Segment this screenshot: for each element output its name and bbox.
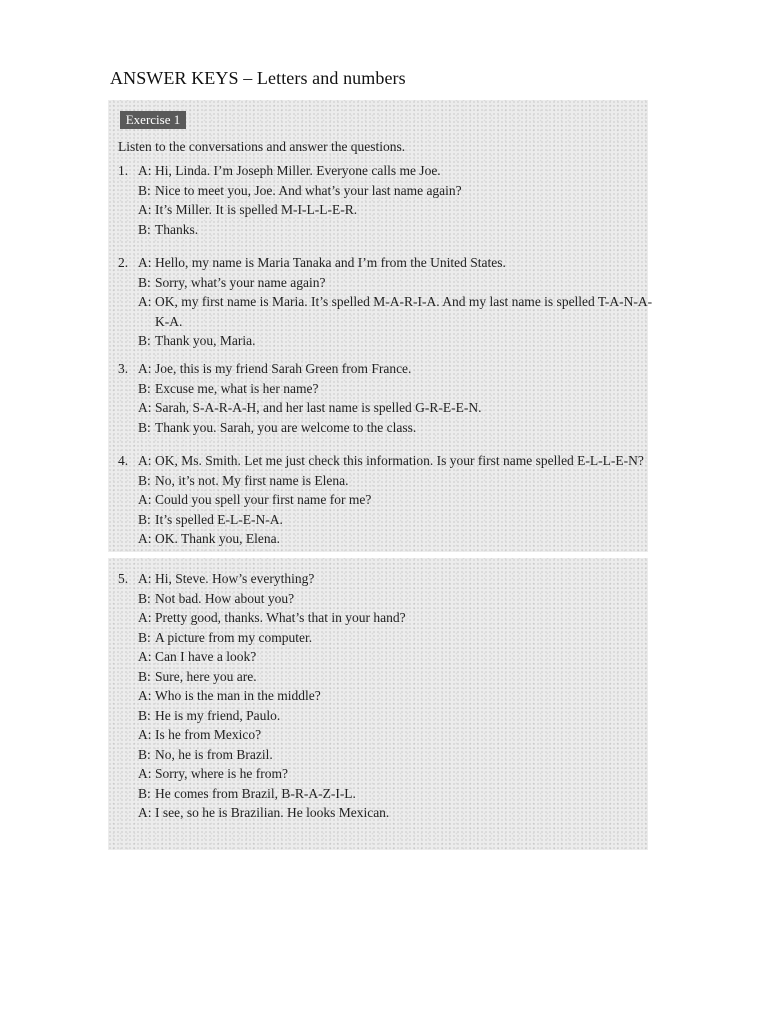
dialog-line-text: Who is the man in the middle? bbox=[155, 688, 321, 703]
dialog-line-text: Can I have a look? bbox=[155, 649, 257, 664]
dialog-4 bbox=[118, 451, 648, 549]
dialog-line-text: It’s Miller. It is spelled M-I-L-L-E-R. bbox=[155, 202, 358, 217]
dialog-line bbox=[118, 451, 648, 471]
dialog-line-text: He comes from Brazil, B-R-A-Z-I-L. bbox=[155, 785, 356, 801]
speaker-label: B: bbox=[138, 274, 151, 290]
speaker-label: B: bbox=[138, 333, 151, 348]
speaker-label: A: bbox=[138, 255, 152, 270]
exercise-instructions: Listen to the conversations and answer the questions. bbox=[118, 139, 406, 154]
speaker-label: A: bbox=[138, 688, 152, 703]
dialog-line bbox=[118, 628, 648, 648]
speaker-label: B: bbox=[138, 629, 151, 645]
dialog-line bbox=[118, 667, 648, 687]
dialog-2 bbox=[118, 253, 653, 351]
speaker-label: B: bbox=[138, 182, 151, 198]
dialog-line bbox=[118, 784, 648, 804]
dialog-line bbox=[118, 647, 648, 667]
dialog-line-text: No, it’s not. My first name is Elena. bbox=[155, 472, 349, 488]
dialog-line-text: Sorry, where is he from? bbox=[155, 766, 288, 781]
dialog-line-text: Joe, this is my friend Sarah Green from France. bbox=[155, 361, 412, 376]
speaker-label: A: bbox=[138, 453, 152, 468]
speaker-label: A: bbox=[138, 400, 152, 415]
dialog-line bbox=[118, 745, 648, 765]
dialog-line bbox=[118, 418, 648, 438]
dialog-line-text: OK, Ms. Smith. Let me just check this information. Is your first name spelled E-L-L-E-N? bbox=[155, 453, 644, 468]
dialog-line-text: A picture from my computer. bbox=[155, 629, 313, 645]
speaker-label: A: bbox=[138, 361, 152, 376]
speaker-label: B: bbox=[138, 419, 151, 435]
dialog-line-text: He is my friend, Paulo. bbox=[155, 707, 281, 723]
dialog-number: 2. bbox=[118, 255, 129, 270]
dialog-line-text: OK, my first name is Maria. It’s spelled M-A-R-I-A. And my last name is spelled T-A-N-A- bbox=[155, 294, 653, 309]
dialog-line-text: Excuse me, what is her name? bbox=[155, 380, 319, 396]
speaker-label: A: bbox=[138, 294, 152, 309]
speaker-label: A: bbox=[138, 492, 152, 507]
dialog-line bbox=[118, 608, 648, 628]
speaker-label: A: bbox=[138, 610, 152, 625]
dialog-line bbox=[118, 181, 648, 201]
dialog-line bbox=[118, 312, 648, 332]
dialog-line bbox=[118, 200, 648, 220]
dialog-1 bbox=[118, 161, 648, 239]
dialog-line bbox=[118, 273, 648, 293]
dialog-line-text: Thank you. Sarah, you are welcome to the class. bbox=[155, 419, 417, 435]
dialog-line-text: Hi, Linda. I’m Joseph Miller. Everyone calls me Joe. bbox=[155, 163, 441, 178]
speaker-label: A: bbox=[138, 649, 152, 664]
dialog-line-text: OK. Thank you, Elena. bbox=[155, 531, 280, 546]
dialog-line bbox=[118, 398, 648, 418]
page-title: ANSWER KEYS – Letters and numbers bbox=[110, 68, 406, 88]
dialog-line-text: Sure, here you are. bbox=[155, 668, 257, 684]
speaker-label: B: bbox=[138, 785, 151, 801]
speaker-label: A: bbox=[138, 766, 152, 781]
speaker-label: B: bbox=[138, 472, 151, 488]
dialog-line-text: No, he is from Brazil. bbox=[155, 746, 273, 762]
dialog-line bbox=[118, 471, 648, 491]
dialog-line-text: Sarah, S-A-R-A-H, and her last name is spelled G-R-E-E-N. bbox=[155, 400, 482, 415]
dialog-number: 4. bbox=[118, 453, 129, 468]
dialog-line-text: Thank you, Maria. bbox=[155, 333, 256, 348]
dialog-line-text: Nice to meet you, Joe. And what’s your last name again? bbox=[155, 182, 462, 198]
speaker-label: A: bbox=[138, 727, 152, 742]
dialog-line-text: Hello, my name is Maria Tanaka and I’m from the United States. bbox=[155, 255, 506, 270]
speaker-label: A: bbox=[138, 805, 152, 820]
dialog-line bbox=[118, 292, 653, 312]
dialog-line bbox=[118, 803, 648, 823]
dialog-line bbox=[118, 706, 648, 726]
dialog-line bbox=[118, 510, 648, 530]
dialog-line-text: Thanks. bbox=[155, 221, 199, 237]
speaker-label: B: bbox=[138, 380, 151, 396]
dialog-line-text: Hi, Steve. How’s everything? bbox=[155, 571, 315, 586]
dialog-line bbox=[118, 569, 648, 589]
dialog-line-text: Is he from Mexico? bbox=[155, 727, 262, 742]
dialog-line bbox=[118, 529, 648, 549]
dialog-number: 3. bbox=[118, 361, 129, 376]
dialog-3 bbox=[118, 359, 648, 437]
dialog-line bbox=[118, 725, 648, 745]
dialog-number: 1. bbox=[118, 163, 129, 178]
dialog-line-text: Pretty good, thanks. What’s that in your hand? bbox=[155, 610, 406, 625]
speaker-label: A: bbox=[138, 163, 152, 178]
dialog-number: 5. bbox=[118, 571, 129, 586]
dialog-line-text: It’s spelled E-L-E-N-A. bbox=[155, 511, 283, 527]
dialog-line-text: Not bad. How about you? bbox=[155, 590, 295, 606]
dialog-line bbox=[118, 253, 648, 273]
dialog-line-text: I see, so he is Brazilian. He looks Mexican. bbox=[155, 805, 390, 820]
dialog-line-text: Could you spell your first name for me? bbox=[155, 492, 372, 507]
speaker-label: B: bbox=[138, 707, 151, 723]
dialog-line bbox=[118, 589, 648, 609]
speaker-label: B: bbox=[138, 668, 151, 684]
speaker-label: B: bbox=[138, 590, 151, 606]
dialog-line bbox=[118, 220, 648, 240]
dialog-line bbox=[118, 686, 648, 706]
speaker-label: A: bbox=[138, 202, 152, 217]
dialog-line bbox=[118, 379, 648, 399]
speaker-label: B: bbox=[138, 221, 151, 237]
dialog-line bbox=[118, 764, 648, 784]
dialog-line bbox=[118, 359, 648, 379]
dialog-line bbox=[118, 161, 648, 181]
dialog-5 bbox=[118, 569, 648, 823]
dialog-line bbox=[118, 331, 648, 351]
dialog-line-text: K-A. bbox=[155, 313, 183, 329]
speaker-label: B: bbox=[138, 746, 151, 762]
speaker-label: B: bbox=[138, 511, 151, 527]
exercise-label: Exercise 1 bbox=[120, 111, 186, 129]
dialog-line bbox=[118, 490, 648, 510]
speaker-label: A: bbox=[138, 571, 152, 586]
dialog-line-text: Sorry, what’s your name again? bbox=[155, 274, 326, 290]
speaker-label: A: bbox=[138, 531, 152, 546]
